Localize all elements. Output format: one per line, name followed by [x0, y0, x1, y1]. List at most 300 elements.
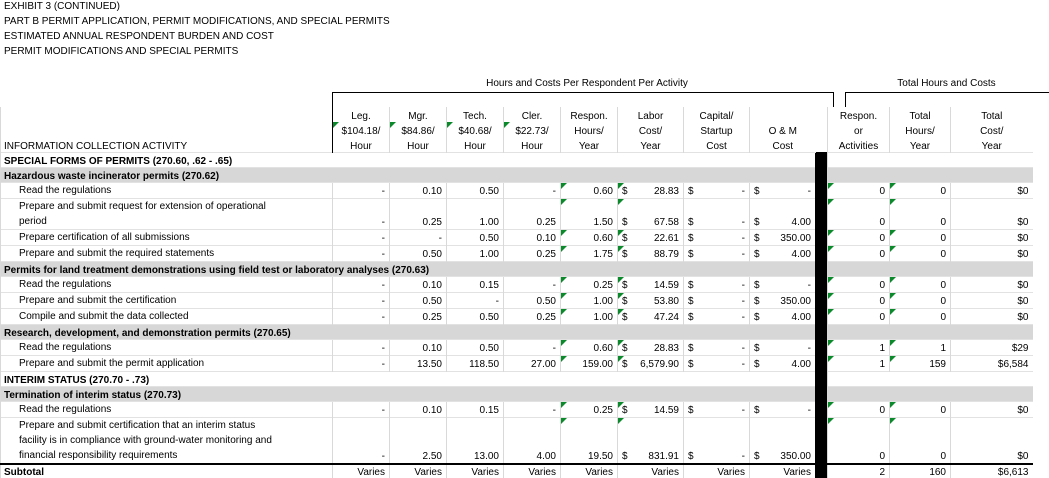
value-text: -: [495, 295, 499, 307]
value-text: 0: [879, 248, 885, 260]
section-row: [1, 324, 1033, 339]
value-text: 4.00: [536, 450, 556, 462]
value-text: 0: [940, 232, 946, 244]
currency-symbol: $: [754, 295, 760, 307]
currency-symbol: $: [622, 185, 628, 197]
value-cell: [684, 229, 750, 245]
activity-label: [1, 182, 333, 198]
value-cell: [390, 198, 447, 229]
value-cell: [828, 308, 890, 324]
value-text: 14.59: [653, 404, 679, 416]
activity-label-line: financial responsibility requirements: [19, 449, 178, 461]
value-text: 13.50: [416, 358, 442, 370]
value-cell: [333, 401, 390, 417]
section-label: Permits for land treatment demonstrations using field test or laboratory analyses (270.63): [1, 261, 816, 276]
column-header: Hours/: [561, 122, 618, 137]
value-cell: [828, 182, 890, 198]
column-header: Hour: [333, 137, 390, 152]
column-header: Respon.: [561, 107, 618, 122]
value-text: 0.15: [479, 404, 499, 416]
total-group-header: Total Hours and Costs: [897, 78, 996, 89]
value-cell: [750, 229, 816, 245]
currency-symbol: $: [754, 311, 760, 323]
subtotal-value: Varies: [561, 464, 618, 478]
value-cell: [618, 401, 684, 417]
value-cell: [504, 276, 561, 292]
value-cell: [333, 292, 390, 308]
activity-header-cell: [1, 122, 333, 137]
value-text: 6,579.90: [640, 358, 679, 370]
value-cell: [890, 182, 951, 198]
column-header: Year: [618, 137, 684, 152]
value-cell: [504, 229, 561, 245]
subtotal-value: Varies: [390, 464, 447, 478]
value-cell: [828, 198, 890, 229]
value-text: 0.10: [422, 279, 442, 291]
value-text: -: [552, 185, 556, 197]
value-cell: [333, 355, 390, 371]
value-cell: [447, 245, 504, 261]
value-cell: [333, 308, 390, 324]
column-header: Labor: [618, 107, 684, 122]
value-text: 1.00: [593, 295, 613, 307]
value-cell: [504, 292, 561, 308]
separator-cell: [816, 198, 828, 229]
value-text: -: [381, 279, 385, 291]
column-header: Year: [951, 137, 1033, 152]
currency-symbol: $: [688, 358, 694, 370]
value-text: $0: [1017, 216, 1029, 228]
value-text: 0.10: [422, 185, 442, 197]
value-cell: [750, 339, 816, 355]
activity-label: [1, 401, 333, 417]
value-cell: [618, 417, 684, 464]
value-cell: [951, 229, 1033, 245]
value-cell: [890, 229, 951, 245]
column-header: Mgr.: [390, 107, 447, 122]
value-cell: [951, 355, 1033, 371]
value-text: -: [807, 342, 811, 354]
section-label: Hazardous waste incinerator permits (270.62): [1, 167, 816, 182]
value-text: -: [741, 232, 745, 244]
value-text: 1.50: [593, 216, 613, 228]
value-cell: [618, 355, 684, 371]
column-header: Hours/: [890, 122, 951, 137]
separator-cell: [816, 371, 828, 386]
value-cell: [890, 276, 951, 292]
value-cell: [333, 339, 390, 355]
value-text: -: [381, 404, 385, 416]
table-row: [1, 229, 1033, 245]
value-cell: [684, 308, 750, 324]
value-cell: [750, 308, 816, 324]
value-cell: [390, 417, 447, 464]
separator-cell: [816, 122, 828, 137]
value-text: 0.10: [422, 404, 442, 416]
value-text: $29: [1011, 342, 1029, 354]
value-text: 0: [879, 279, 885, 291]
value-cell: [618, 292, 684, 308]
value-text: 0.60: [593, 185, 613, 197]
value-cell: [890, 339, 951, 355]
separator-cell: [816, 261, 828, 276]
column-header: Hour: [447, 137, 504, 152]
value-cell: [684, 182, 750, 198]
value-cell: [561, 245, 618, 261]
value-cell: [750, 401, 816, 417]
value-cell: [333, 245, 390, 261]
value-text: $6,584: [997, 358, 1029, 370]
burden-title: ESTIMATED ANNUAL RESPONDENT BURDEN AND COST: [4, 31, 274, 42]
value-text: -: [741, 185, 745, 197]
currency-symbol: $: [622, 216, 628, 228]
section-row: [1, 261, 1033, 276]
column-header: Cost/: [951, 122, 1033, 137]
value-text: 1.00: [593, 311, 613, 323]
section-fill: [828, 261, 1033, 276]
value-cell: [828, 339, 890, 355]
value-cell: [684, 355, 750, 371]
currency-symbol: $: [754, 279, 760, 291]
value-cell: [447, 276, 504, 292]
currency-symbol: $: [688, 279, 694, 291]
value-cell: [390, 292, 447, 308]
value-text: 4.00: [791, 216, 811, 228]
value-cell: [684, 339, 750, 355]
exhibit-title: EXHIBIT 3 (CONTINUED): [4, 1, 120, 12]
value-text: 0: [940, 311, 946, 323]
column-header: Year: [561, 137, 618, 152]
activity-label-line: Prepare certification of all submissions: [19, 231, 190, 243]
value-cell: [561, 182, 618, 198]
currency-symbol: $: [754, 216, 760, 228]
value-text: $0: [1017, 404, 1029, 416]
value-text: 0.50: [479, 311, 499, 323]
value-text: 88.79: [653, 248, 679, 260]
value-cell: [561, 292, 618, 308]
column-header: Startup: [684, 122, 750, 137]
section-row: [1, 167, 1033, 182]
value-cell: [618, 229, 684, 245]
value-text: 19.50: [587, 450, 613, 462]
value-text: 1: [879, 358, 885, 370]
value-cell: [618, 245, 684, 261]
separator-cell: [816, 152, 828, 167]
separator-cell: [816, 182, 828, 198]
per-respondent-group-header: Hours and Costs Per Respondent Per Activity: [486, 78, 688, 89]
value-text: 1.75: [593, 248, 613, 260]
value-cell: [504, 198, 561, 229]
currency-symbol: $: [688, 232, 694, 244]
separator-cell: [816, 401, 828, 417]
value-text: -: [741, 311, 745, 323]
value-cell: [951, 276, 1033, 292]
currency-symbol: $: [688, 450, 694, 462]
value-text: 0.25: [422, 311, 442, 323]
value-text: 1.00: [479, 216, 499, 228]
value-text: 0: [879, 311, 885, 323]
value-cell: [561, 417, 618, 464]
value-cell: [951, 308, 1033, 324]
value-cell: [618, 198, 684, 229]
value-text: -: [381, 311, 385, 323]
subject-title: PERMIT MODIFICATIONS AND SPECIAL PERMITS: [4, 46, 239, 57]
activity-label: [1, 245, 333, 261]
value-text: -: [807, 185, 811, 197]
activity-header-cell: INFORMATION COLLECTION ACTIVITY: [1, 137, 333, 152]
currency-symbol: $: [754, 342, 760, 354]
value-text: -: [552, 342, 556, 354]
currency-symbol: $: [754, 404, 760, 416]
value-text: -: [741, 295, 745, 307]
value-cell: [684, 276, 750, 292]
column-header: Cler.: [504, 107, 561, 122]
activity-label-line: Read the regulations: [19, 184, 112, 196]
section-fill: [828, 324, 1033, 339]
currency-symbol: $: [688, 404, 694, 416]
currency-symbol: $: [688, 295, 694, 307]
value-text: 0: [879, 404, 885, 416]
table-row: [1, 417, 1033, 464]
value-text: -: [741, 342, 745, 354]
activity-label-line: Prepare and submit the required statements: [19, 247, 215, 259]
subtotal-row: [1, 464, 1033, 478]
separator-cell: [816, 107, 828, 122]
value-cell: [828, 401, 890, 417]
value-cell: [504, 355, 561, 371]
subtotal-value: Varies: [333, 464, 390, 478]
subtotal-value: Varies: [618, 464, 684, 478]
value-cell: [390, 401, 447, 417]
value-text: 0.25: [536, 311, 556, 323]
value-text: $0: [1017, 185, 1029, 197]
value-text: 0: [879, 295, 885, 307]
value-text: 2.50: [422, 450, 442, 462]
currency-symbol: $: [754, 185, 760, 197]
value-text: 0.25: [536, 216, 556, 228]
section-row: [1, 152, 1033, 167]
value-cell: [447, 308, 504, 324]
value-cell: [750, 182, 816, 198]
section-row: [1, 371, 1033, 386]
value-cell: [890, 245, 951, 261]
subtotal-label: Subtotal: [1, 464, 333, 478]
activity-label: [1, 229, 333, 245]
section-label: Research, development, and demonstration permits (270.65): [1, 324, 816, 339]
column-header: Hour: [504, 137, 561, 152]
value-text: 53.80: [653, 295, 679, 307]
column-header: $40.68/: [447, 122, 504, 137]
value-text: 350.00: [780, 450, 811, 462]
value-text: 0.50: [422, 248, 442, 260]
subtotal-value: Varies: [504, 464, 561, 478]
activity-header-cell: [1, 107, 333, 122]
value-cell: [390, 339, 447, 355]
value-cell: [684, 245, 750, 261]
value-text: $0: [1017, 279, 1029, 291]
burden-table: [0, 107, 1033, 478]
value-cell: [890, 417, 951, 464]
value-text: -: [741, 358, 745, 370]
value-cell: [561, 276, 618, 292]
value-text: -: [741, 216, 745, 228]
column-header: Cost/: [618, 122, 684, 137]
value-cell: [447, 417, 504, 464]
table-row: [1, 276, 1033, 292]
activity-label-line: Read the regulations: [19, 403, 112, 415]
value-text: -: [381, 185, 385, 197]
value-cell: [390, 229, 447, 245]
value-cell: [890, 198, 951, 229]
value-text: 28.83: [653, 185, 679, 197]
activity-label-line: Read the regulations: [19, 341, 112, 353]
value-cell: [951, 182, 1033, 198]
value-text: 0.50: [422, 295, 442, 307]
value-text: $0: [1017, 232, 1029, 244]
column-header: Total: [890, 107, 951, 122]
value-cell: [447, 229, 504, 245]
value-text: $0: [1017, 295, 1029, 307]
value-text: 0: [879, 216, 885, 228]
value-cell: [618, 308, 684, 324]
column-header: Total: [951, 107, 1033, 122]
separator-cell: [816, 464, 828, 478]
value-cell: [561, 229, 618, 245]
separator-cell: [816, 339, 828, 355]
separator-cell: [816, 324, 828, 339]
section-label: Termination of interim status (270.73): [1, 386, 816, 401]
value-text: 67.58: [653, 216, 679, 228]
value-text: 0: [940, 216, 946, 228]
value-text: -: [807, 279, 811, 291]
column-header: $84.86/: [390, 122, 447, 137]
currency-symbol: $: [754, 232, 760, 244]
value-text: 350.00: [780, 232, 811, 244]
value-cell: [561, 355, 618, 371]
activity-label: [1, 355, 333, 371]
currency-symbol: $: [622, 450, 628, 462]
value-cell: [504, 308, 561, 324]
value-text: 0.25: [593, 404, 613, 416]
value-text: -: [741, 450, 745, 462]
column-header: Activities: [828, 137, 890, 152]
value-text: -: [552, 404, 556, 416]
value-cell: [828, 292, 890, 308]
separator-cell: [816, 386, 828, 401]
column-header: $22.73/: [504, 122, 561, 137]
value-text: 0: [940, 404, 946, 416]
activity-label: [1, 339, 333, 355]
value-text: 0.60: [593, 232, 613, 244]
value-text: -: [438, 232, 442, 244]
section-fill: [828, 152, 1033, 167]
value-text: 0.15: [479, 279, 499, 291]
activity-label-line: Prepare and submit the permit application: [19, 357, 205, 369]
header-row: [1, 137, 1033, 152]
value-cell: [828, 276, 890, 292]
value-text: 0: [879, 232, 885, 244]
value-cell: [750, 276, 816, 292]
value-text: 13.00: [473, 450, 499, 462]
part-title: PART B PERMIT APPLICATION, PERMIT MODIFICATIONS, AND SPECIAL PERMITS: [4, 16, 390, 27]
column-header: $104.18/: [333, 122, 390, 137]
value-text: -: [381, 216, 385, 228]
currency-symbol: $: [688, 311, 694, 323]
value-text: -: [381, 295, 385, 307]
value-text: 27.00: [530, 358, 556, 370]
currency-symbol: $: [622, 232, 628, 244]
column-header: Cost: [684, 137, 750, 152]
table-row: [1, 245, 1033, 261]
subtotal-value: 2: [828, 464, 890, 478]
currency-symbol: $: [754, 450, 760, 462]
value-cell: [750, 198, 816, 229]
header-row: [1, 107, 1033, 122]
subtotal-value: Varies: [684, 464, 750, 478]
column-header: Year: [890, 137, 951, 152]
value-text: -: [381, 248, 385, 260]
value-cell: [561, 401, 618, 417]
value-cell: [618, 276, 684, 292]
value-cell: [951, 198, 1033, 229]
value-cell: [828, 355, 890, 371]
value-cell: [333, 229, 390, 245]
value-cell: [750, 355, 816, 371]
value-cell: [390, 276, 447, 292]
value-cell: [684, 198, 750, 229]
column-header: O & M: [750, 122, 816, 137]
value-cell: [684, 401, 750, 417]
column-header: Tech.: [447, 107, 504, 122]
value-cell: [447, 292, 504, 308]
value-text: 0: [879, 185, 885, 197]
activity-label-line: Compile and submit the data collected: [19, 310, 189, 322]
section-heading: INTERIM STATUS (270.70 - .73): [1, 371, 816, 386]
value-text: 0.50: [479, 342, 499, 354]
value-cell: [390, 182, 447, 198]
currency-symbol: $: [754, 248, 760, 260]
activity-label-line: Prepare and submit request for extension of operational: [19, 200, 266, 212]
value-text: 0: [940, 185, 946, 197]
value-cell: [504, 417, 561, 464]
value-text: -: [381, 450, 385, 462]
value-text: 28.83: [653, 342, 679, 354]
subtotal-value: Varies: [447, 464, 504, 478]
separator-cell: [816, 292, 828, 308]
section-heading: SPECIAL FORMS OF PERMITS (270.60, .62 - .65): [1, 152, 816, 167]
currency-symbol: $: [622, 404, 628, 416]
value-text: 0: [940, 279, 946, 291]
section-fill: [828, 167, 1033, 182]
activity-label: [1, 292, 333, 308]
column-header: [750, 107, 816, 122]
value-text: 0.25: [422, 216, 442, 228]
value-cell: [504, 339, 561, 355]
value-text: -: [381, 232, 385, 244]
value-cell: [618, 339, 684, 355]
value-cell: [333, 417, 390, 464]
value-cell: [951, 401, 1033, 417]
currency-symbol: $: [754, 358, 760, 370]
value-cell: [561, 198, 618, 229]
value-cell: [828, 229, 890, 245]
value-text: $0: [1017, 450, 1029, 462]
value-text: $0: [1017, 248, 1029, 260]
value-cell: [890, 401, 951, 417]
activity-label-line: period: [19, 215, 47, 227]
value-text: -: [741, 248, 745, 260]
value-text: 159.00: [582, 358, 613, 370]
